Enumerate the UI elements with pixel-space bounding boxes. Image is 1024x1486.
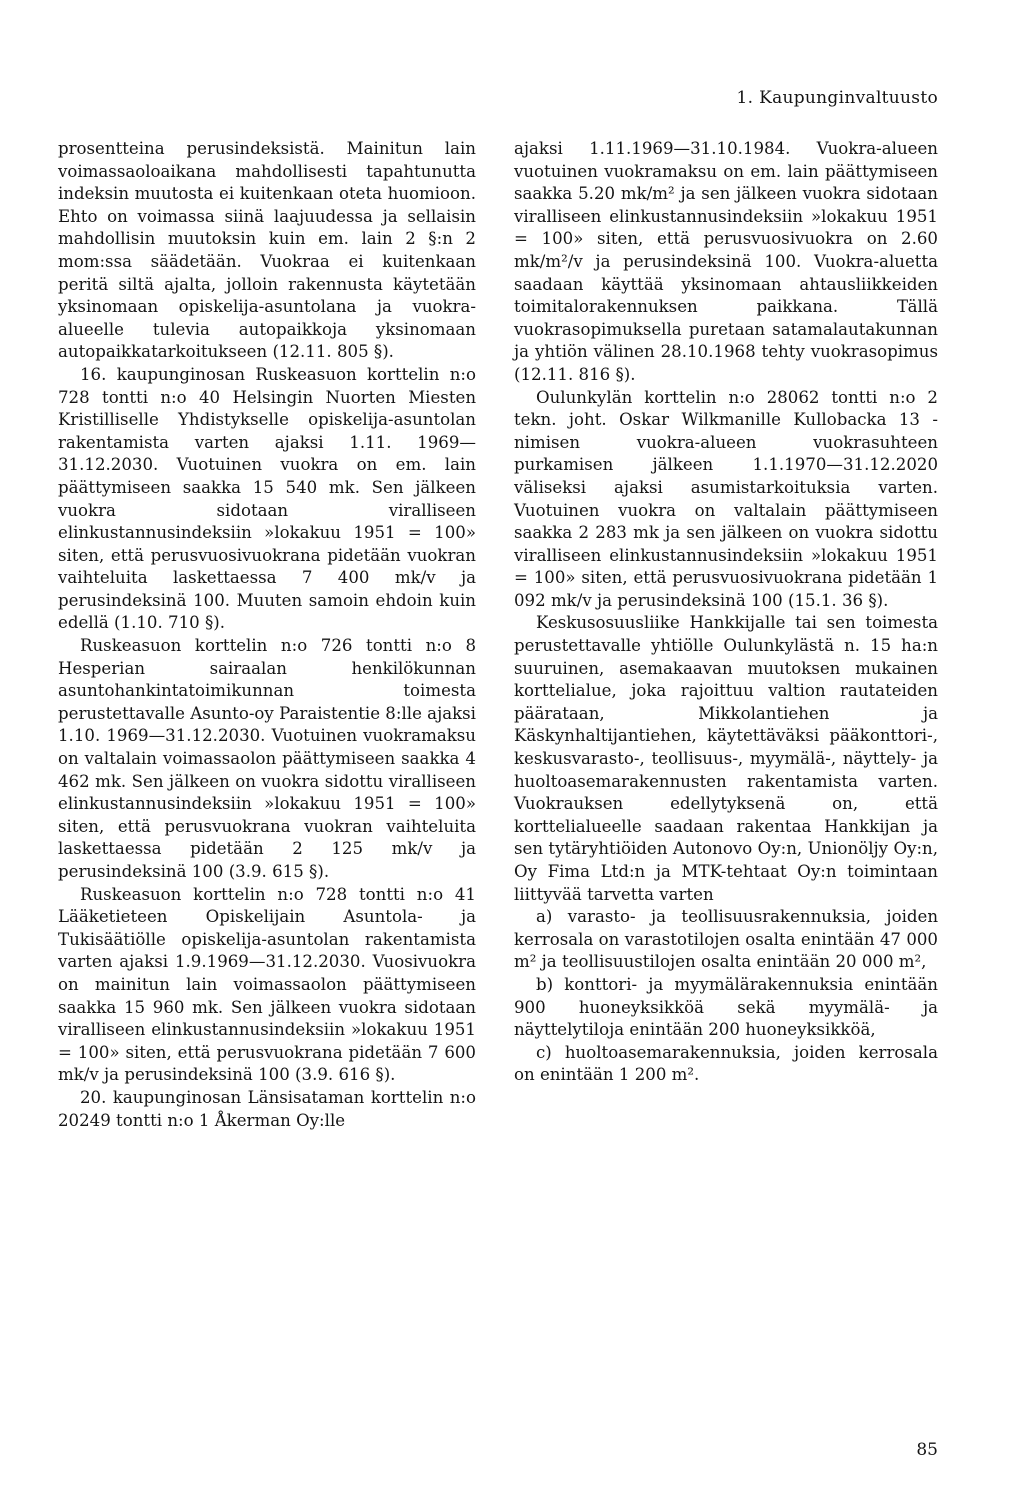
running-header: 1. Kaupunginvaltuusto: [736, 88, 938, 108]
paragraph: Ruskeasuon korttelin n:o 726 tontti n:o 8 Hesperian sairaalan henkilökunnan asuntohankintatoimikunnan toimesta perustettavalle Asunto-oy Paraistentie 8:lle ajaksi 1.10. 1969—31.12.2030. Vuotuinen vuokramaksu on valtalain voimassaolon päättymiseen saakka 4 462 mk. Sen jälkeen on vuokra sidottu viralliseen elinkustannusindeksiin »lokakuu 1951 = 100» siten, että perusvuokrana vuokran vaihteluita laskettaessa pidetään 2 125 mk/v ja perusindeksinä 100 (3.9. 615 §).: [58, 636, 476, 881]
list-item: a) varasto- ja teollisuusrakennuksia, joiden kerrosala on varastotilojen osalta enintään 47 000 m² ja teollisuustilojen osalta enintään 20 000 m²,: [514, 907, 938, 972]
left-column: [58, 138, 476, 1132]
paragraph: prosentteina perusindeksistä. Mainitun lain voimassaoloaikana mahdollisesti tapahtunutta indeksin muutosta ei kuitenkaan oteta huomioon. Ehto on voimassa siinä laajuudessa ja sellaisin mahdollisin muutoksin kuin em. lain 2 §:n 2 mom:ssa säädetään. Vuokraa ei kuitenkaan peritä siltä ajalta, jolloin rakennusta käytetään yksinomaan opiskelija-asuntolana ja vuokra-alueelle tulevia autopaikkoja yksinomaan autopaikkatarkoitukseen (12.11. 805 §).: [58, 139, 476, 362]
right-column: [514, 138, 938, 1087]
list-item: b) konttori- ja myymälärakennuksia enintään 900 huoneyksikköä sekä myymälä- ja näyttelytiloja enintään 200 huoneyksikköä,: [514, 974, 938, 1040]
list-item: c) huoltoasemarakennuksia, joiden kerrosala on enintään 1 200 m².: [514, 1042, 938, 1085]
paragraph: Ruskeasuon korttelin n:o 728 tontti n:o 41 Lääketieteen Opiskelijain Asuntola- ja Tukisäätiölle opiskelija-asuntolan rakentamista varten ajaksi 1.9.1969—31.12.2030. Vuosivuokra on mainitun lain voimassaolon päättymiseen saakka 15 960 mk. Sen jälkeen vuokra sidotaan viralliseen elinkustannusindeksiin »lokakuu 1951 = 100» siten, että perusvuokrana pidetään 7 600 mk/v ja perusindeksinä 100 (3.9. 616 §).: [58, 884, 476, 1085]
paragraph: 20. kaupunginosan Länsisataman korttelin n:o 20249 tontti n:o 1 Åkerman Oy:lle: [58, 1087, 476, 1130]
paragraph: Keskusosuusliike Hankkijalle tai sen toimesta perustettavalle yhtiölle Oulunkylästä n. 15 ha:n suuruinen, asemakaavan muutoksen mukainen korttelialue, joka rajoittuu valtion rautateiden päärataan, Mikkolantiehen ja Käskynhaltijantiehen, käytettäväksi pääkonttori-, keskusvarasto-, teollisuus-, myymälä-, näyttely- ja huoltoasemarakennusten rakentamista varten. Vuokrauksen edellytyksenä on, että korttelialueelle saadaan rakentaa Hankkijan ja sen tytäryhtiöiden Autonovo Oy:n, Unionöljy Oy:n, Oy Fima Ltd:n ja MTK-tehtaat Oy:n toimintaan liittyvää tarvetta varten: [514, 613, 938, 904]
paragraph: 16. kaupunginosan Ruskeasuon korttelin n:o 728 tontti n:o 40 Helsingin Nuorten Miesten Kristilliselle Yhdistykselle opiskelija-asuntolan rakentamista varten ajaksi 1.11. 1969—31.12.2030. Vuotuinen vuokra on em. lain päättymiseen saakka 15 540 mk. Sen jälkeen vuokra sidotaan viralliseen elinkustannusindeksiin »lokakuu 1951 = 100» siten, että perusvuosivuokrana pidetään vuokran vaihteluita laskettaessa 7 400 mk/v ja perusindeksinä 100. Muuten samoin ehdoin kuin edellä (1.10. 710 §).: [58, 364, 476, 633]
paragraph: Oulunkylän korttelin n:o 28062 tontti n:o 2 tekn. joht. Oskar Wilkmanille Kullobacka 13 -nimisen vuokra-alueen vuokrasuhteen purkamisen jälkeen 1.1.1970—31.12.2020 väliseksi ajaksi asumistarkoituksia varten. Vuotuinen vuokra on valtalain päättymiseen saakka 2 283 mk ja sen jälkeen on vuokra sidottu viralliseen elinkustannusindeksiin »lokakuu 1951 = 100» siten, että perusvuosivuokrana pidetään 1 092 mk/v ja perusindeksinä 100 (15.1. 36 §).: [514, 387, 938, 610]
paragraph: ajaksi 1.11.1969—31.10.1984. Vuokra-alueen vuotuinen vuokramaksu on em. lain päättymiseen saakka 5.20 mk/m² ja sen jälkeen vuokra sidotaan viralliseen elinkustannusindeksiin »lokakuu 1951 = 100» siten, että perusvuosivuokra on 2.60 mk/m²/v ja perusindeksinä 100. Vuokra-aluetta saadaan käyttää yksinomaan ahtausliikkeiden toimitalorakennuksen paikkana. Tällä vuokrasopimuksella puretaan satamalautakunnan ja yhtiön välinen 28.10.1968 tehty vuokrasopimus (12.11. 816 §).: [514, 139, 938, 384]
page-number: 85: [916, 1440, 938, 1460]
